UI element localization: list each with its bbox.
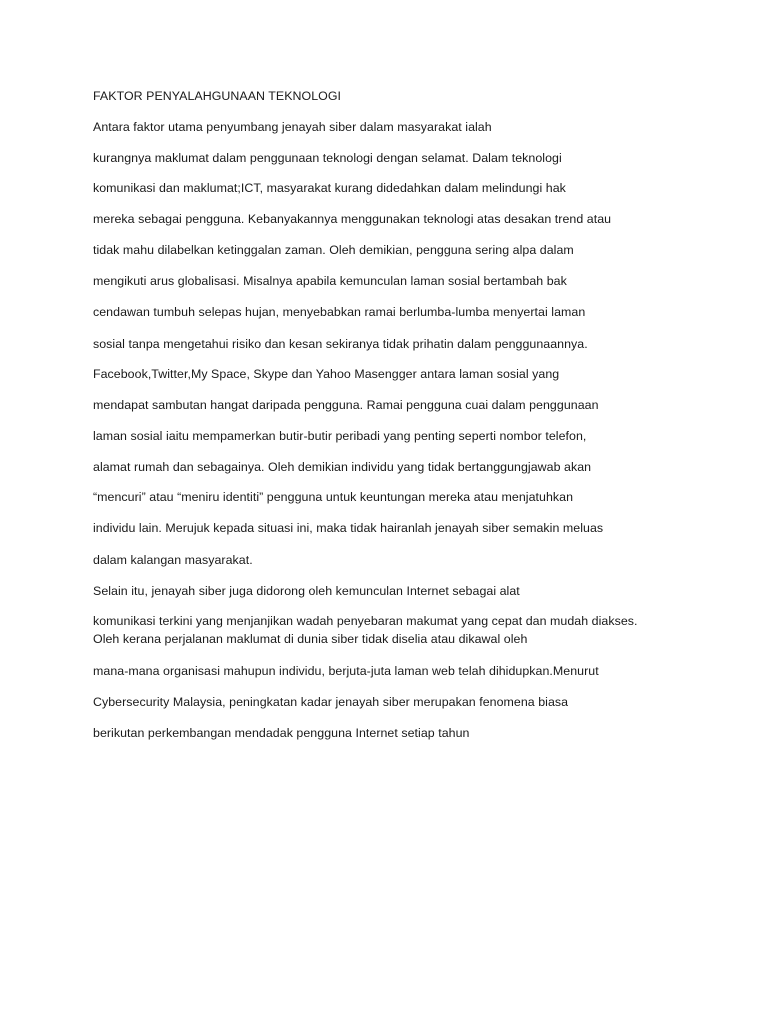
text-line: mana-mana organisasi mahupun individu, berjuta-juta laman web telah dihidupkan.Menurut [93, 664, 599, 678]
text-line: mendapat sambutan hangat daripada pengguna. Ramai pengguna cuai dalam penggunaan [93, 398, 599, 412]
text-line: Facebook,Twitter,My Space, Skype dan Yahoo Masengger antara laman sosial yang [93, 367, 560, 381]
text-line: komunikasi dan maklumat;ICT, masyarakat kurang didedahkan dalam melindungi hak [93, 181, 566, 195]
text-line: Antara faktor utama penyumbang jenayah siber dalam masyarakat ialah [93, 120, 492, 134]
text-line: “mencuri” atau “meniru identiti” pengguna untuk keuntungan mereka atau menjatuhkan [93, 490, 574, 504]
text-line: individu lain. Merujuk kepada situasi ini, maka tidak hairanlah jenayah siber semakin meluas [93, 521, 604, 535]
document-heading: FAKTOR PENYALAHGUNAAN TEKNOLOGI [93, 89, 342, 103]
text-line: alamat rumah dan sebagainya. Oleh demikian individu yang tidak bertanggungjawab akan [93, 460, 592, 474]
text-line: sosial tanpa mengetahui risiko dan kesan sekiranya tidak prihatin dalam penggunaannya. [93, 337, 588, 351]
text-line: cendawan tumbuh selepas hujan, menyebabkan ramai berlumba-lumba menyertai laman [93, 305, 586, 319]
text-line: mengikuti arus globalisasi. Misalnya apabila kemunculan laman sosial bertambah bak [93, 274, 567, 288]
text-line: kurangnya maklumat dalam penggunaan teknologi dengan selamat. Dalam teknologi [93, 151, 562, 165]
text-line: komunikasi terkini yang menjanjikan wadah penyebaran makumat yang cepat dan mudah diakses. [93, 614, 638, 628]
text-line: tidak mahu dilabelkan ketinggalan zaman. Oleh demikian, pengguna sering alpa dalam [93, 243, 574, 257]
text-line: laman sosial iaitu mempamerkan butir-butir peribadi yang penting seperti nombor telefon, [93, 429, 587, 443]
text-line: berikutan perkembangan mendadak pengguna Internet setiap tahun [93, 726, 470, 740]
text-line: mereka sebagai pengguna. Kebanyakannya menggunakan teknologi atas desakan trend atau [93, 212, 612, 226]
text-line: dalam kalangan masyarakat. [93, 553, 253, 567]
text-line: Oleh kerana perjalanan maklumat di dunia siber tidak diselia atau dikawal oleh [93, 632, 528, 646]
text-line: Cybersecurity Malaysia, peningkatan kadar jenayah siber merupakan fenomena biasa [93, 695, 569, 709]
text-line: Selain itu, jenayah siber juga didorong oleh kemunculan Internet sebagai alat [93, 584, 520, 598]
